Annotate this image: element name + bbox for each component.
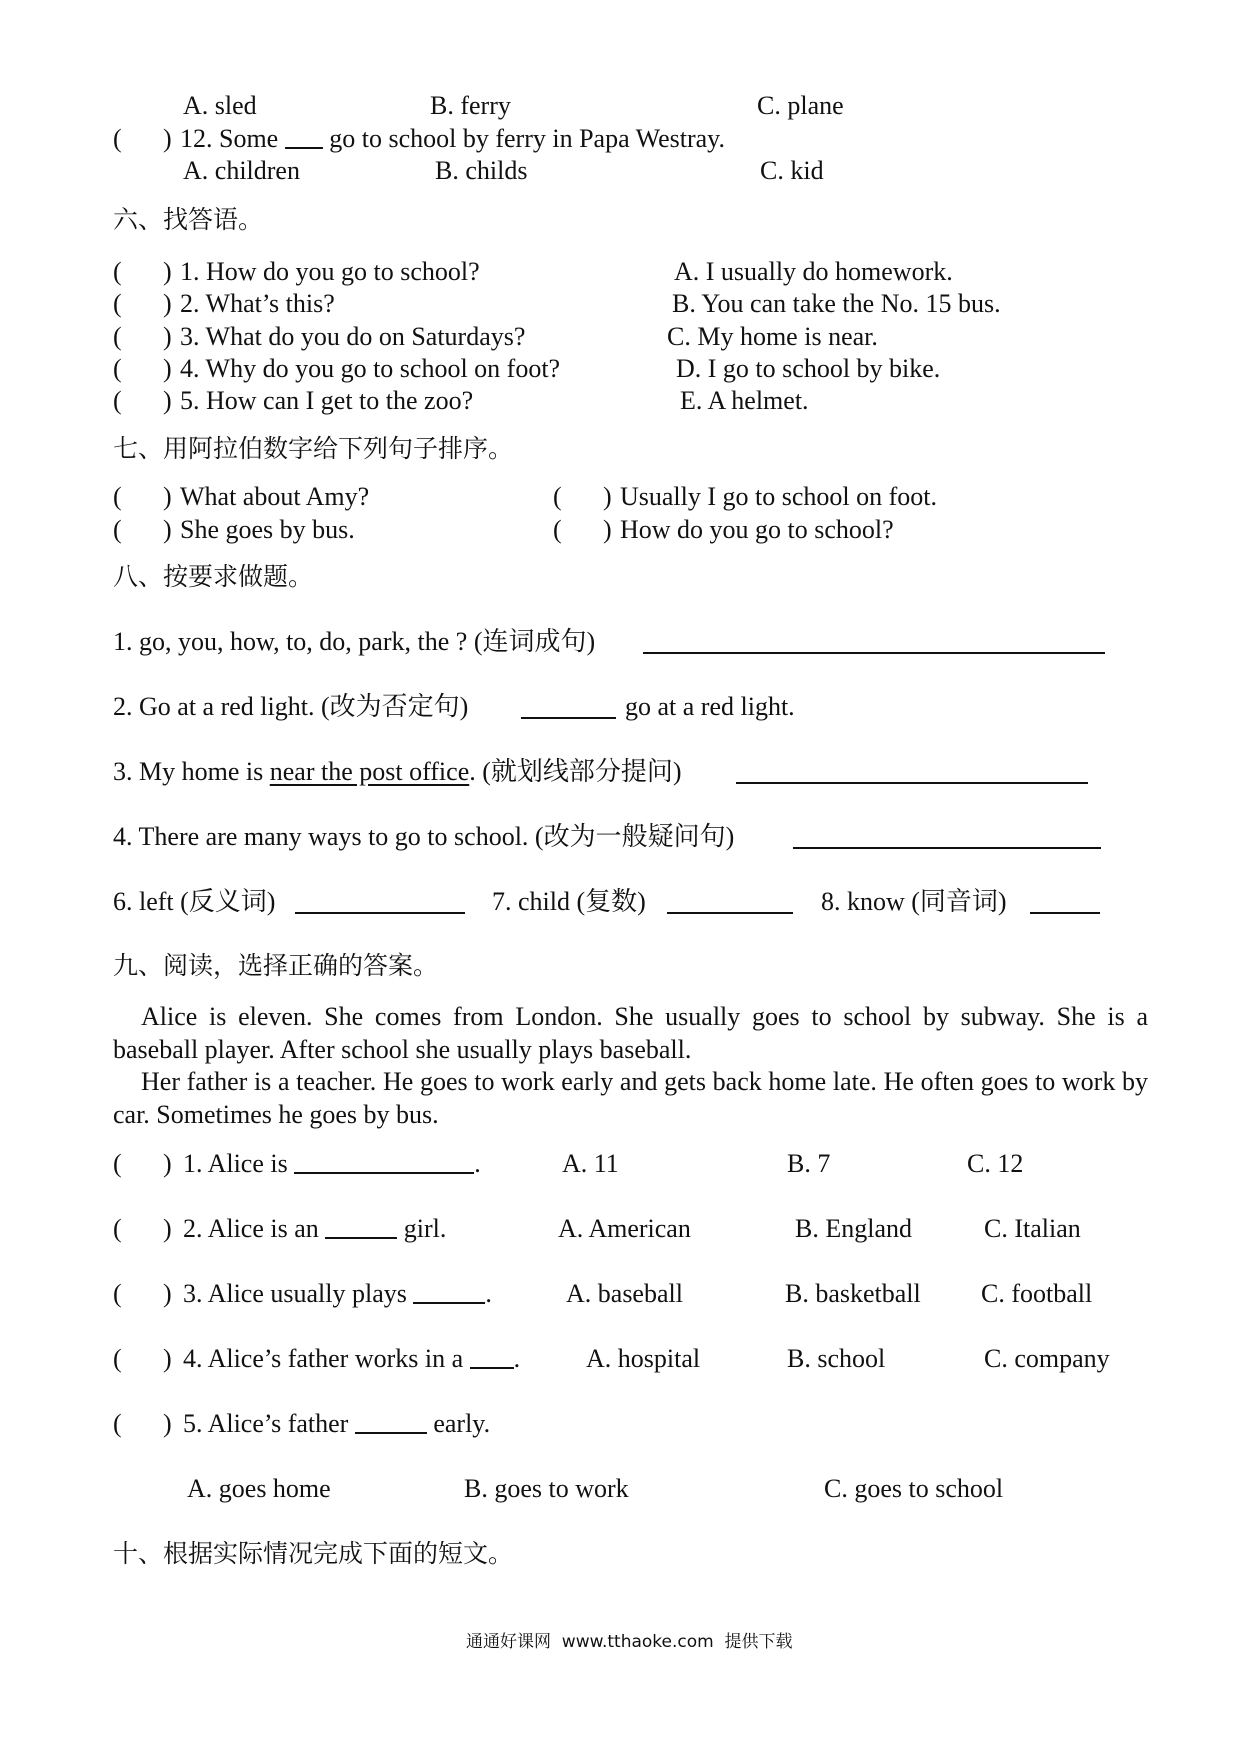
s9-q2-option-c: C. Italian (984, 1214, 1081, 1243)
paren-open: ( (113, 386, 122, 415)
paren-close: ) (163, 354, 172, 383)
paren-open: ( (113, 322, 122, 351)
paren-open: ( (113, 354, 122, 383)
s7-sentence-3: Usually I go to school on foot. (620, 482, 938, 511)
q12-question (180, 124, 725, 154)
s9-q1-option-a: A. 11 (562, 1149, 619, 1178)
s9-q3-option-b: B. basketball (785, 1279, 921, 1308)
s9-q1-option-c: C. 12 (967, 1149, 1024, 1178)
s6-answer-b: B. You can take the No. 15 bus. (672, 289, 1001, 318)
section-6-heading: 六、找答语。 (113, 205, 264, 234)
s9-q2-option-b: B. England (795, 1214, 912, 1243)
s8-item-3-pre: 3. My home is (113, 757, 270, 786)
q12-answer-blank[interactable] (285, 146, 323, 149)
paren-open: ( (553, 482, 562, 511)
s7-sentence-1: What about Amy? (180, 482, 370, 511)
paren-close: ) (163, 1149, 172, 1178)
s9-q3-tail: . (485, 1279, 492, 1308)
s9-q3-option-a: A. baseball (566, 1279, 683, 1308)
q11-option-a: A. sled (183, 91, 257, 120)
section-10-heading: 十、根据实际情况完成下面的短文。 (113, 1539, 514, 1568)
s9-q5-option-c: C. goes to school (824, 1474, 1004, 1503)
s9-q5 (183, 1409, 490, 1439)
paren-open: ( (553, 515, 562, 544)
q11-option-c: C. plane (757, 91, 844, 120)
paren-open: ( (113, 1279, 122, 1308)
s6-answer-e: E. A helmet. (680, 386, 809, 415)
s7-sentence-4: How do you go to school? (620, 515, 894, 544)
footer-source: 通通好课网 www.tthaoke.com 提供下载 (466, 1632, 793, 1652)
s8-item-3-blank[interactable] (736, 781, 1088, 784)
s9-q5-tail: early. (433, 1409, 491, 1438)
s8-item-2: 2. Go at a red light. (改为否定句) (113, 692, 469, 721)
s8-item-3 (113, 757, 682, 787)
s6-question-1: 1. How do you go to school? (180, 257, 480, 286)
s9-q4-option-a: A. hospital (586, 1344, 701, 1373)
s7-sentence-2: She goes by bus. (180, 515, 355, 544)
s8-item-4-blank[interactable] (793, 846, 1101, 849)
s9-q5-option-b: B. goes to work (464, 1474, 629, 1503)
s9-q3-text: 3. Alice usually plays (183, 1279, 407, 1308)
s6-question-4: 4. Why do you go to school on foot? (180, 354, 561, 383)
s8-item-4: 4. There are many ways to go to school. (改为一般疑问句) (113, 822, 735, 851)
section-8-heading: 八、按要求做题。 (113, 562, 314, 591)
s9-q4-text: 4. Alice’s father works in a (183, 1344, 464, 1373)
s6-question-2: 2. What’s this? (180, 289, 335, 318)
s9-q1-tail: . (474, 1149, 481, 1178)
s8-item-3-post: . (就划线部分提问) (469, 757, 682, 786)
s9-q4-option-b: B. school (787, 1344, 886, 1373)
s9-q4-tail: . (513, 1344, 521, 1373)
s9-q2 (183, 1214, 446, 1244)
paren-close: ) (163, 1279, 172, 1308)
s9-q1-blank[interactable] (294, 1171, 474, 1174)
s6-question-3: 3. What do you do on Saturdays? (180, 322, 526, 351)
q12-option-c: C. kid (760, 156, 824, 185)
s8-item-7-blank[interactable] (667, 911, 793, 914)
section-7-heading: 七、用阿拉伯数字给下列句子排序。 (113, 434, 514, 463)
q11-option-b: B. ferry (430, 91, 511, 120)
s8-item-6-blank[interactable] (295, 911, 465, 914)
s6-answer-c: C. My home is near. (667, 322, 878, 351)
section-9-heading: 九、阅读，选择正确的答案。 (113, 951, 439, 980)
s9-q2-text: 2. Alice is an (183, 1214, 319, 1243)
s8-item-3-underlined: near the post office (269, 757, 470, 786)
s9-q2-option-a: A. American (558, 1214, 691, 1243)
s9-q5-text: 5. Alice’s father (183, 1409, 349, 1438)
s9-q3 (183, 1279, 492, 1309)
paren-open: ( (113, 515, 122, 544)
q12-close-paren: ) (163, 124, 172, 153)
paren-close: ) (163, 1214, 172, 1243)
paren-open: ( (113, 1214, 122, 1243)
s6-question-5: 5. How can I get to the zoo? (180, 386, 474, 415)
s9-q4 (183, 1344, 520, 1374)
paren-open: ( (113, 289, 122, 318)
s9-q4-option-c: C. company (984, 1344, 1110, 1373)
paren-close: ) (163, 386, 172, 415)
reading-paragraph-2: Her father is a teacher. He goes to work early and gets back home late. He often goes to work by car. Sometimes he goes by bus. (113, 1067, 1148, 1129)
s6-answer-d: D. I go to school by bike. (676, 354, 941, 383)
paren-close: ) (163, 1344, 172, 1373)
s8-item-1-blank[interactable] (643, 651, 1105, 654)
s9-q3-blank[interactable] (413, 1301, 485, 1304)
q12-open-paren: ( (113, 124, 122, 153)
q12-option-a: A. children (183, 156, 300, 185)
s8-item-7: 7. child (复数) (492, 887, 646, 916)
paren-close: ) (163, 257, 172, 286)
paren-close: ) (603, 482, 612, 511)
paren-close: ) (163, 515, 172, 544)
s9-q2-tail: girl. (403, 1214, 447, 1243)
reading-paragraph-1: Alice is eleven. She comes from London. She usually goes to school by subway. She is a baseball player. After school she usually plays baseball. (113, 1002, 1148, 1064)
s8-item-8: 8. know (同音词) (821, 887, 1007, 916)
q12-prefix: 12. Some (180, 124, 279, 153)
s8-item-6: 6. left (反义词) (113, 887, 276, 916)
s8-item-2-tail: go at a red light. (625, 692, 795, 721)
paren-open: ( (113, 482, 122, 511)
q12-suffix: go to school by ferry in Papa Westray. (329, 124, 725, 153)
s9-q3-option-c: C. football (981, 1279, 1093, 1308)
paren-open: ( (113, 1149, 122, 1178)
s9-q2-blank[interactable] (325, 1236, 397, 1239)
s9-q5-blank[interactable] (355, 1431, 427, 1434)
s6-answer-a: A. I usually do homework. (674, 257, 953, 286)
q12-option-b: B. childs (435, 156, 528, 185)
paren-close: ) (163, 322, 172, 351)
paren-close: ) (163, 1409, 172, 1438)
s8-item-2-blank[interactable] (521, 716, 616, 719)
s8-item-1: 1. go, you, how, to, do, park, the ? (连词成句) (113, 627, 596, 656)
paren-close: ) (603, 515, 612, 544)
s8-item-8-blank[interactable] (1030, 911, 1100, 914)
paren-close: ) (163, 482, 172, 511)
paren-close: ) (163, 289, 172, 318)
paren-open: ( (113, 257, 122, 286)
paren-open: ( (113, 1409, 122, 1438)
s9-q1 (183, 1149, 481, 1179)
s9-q1-option-b: B. 7 (787, 1149, 831, 1178)
paren-open: ( (113, 1344, 122, 1373)
s9-q4-blank[interactable] (470, 1366, 514, 1369)
s9-q5-option-a: A. goes home (187, 1474, 331, 1503)
s9-q1-text: 1. Alice is (183, 1149, 288, 1178)
